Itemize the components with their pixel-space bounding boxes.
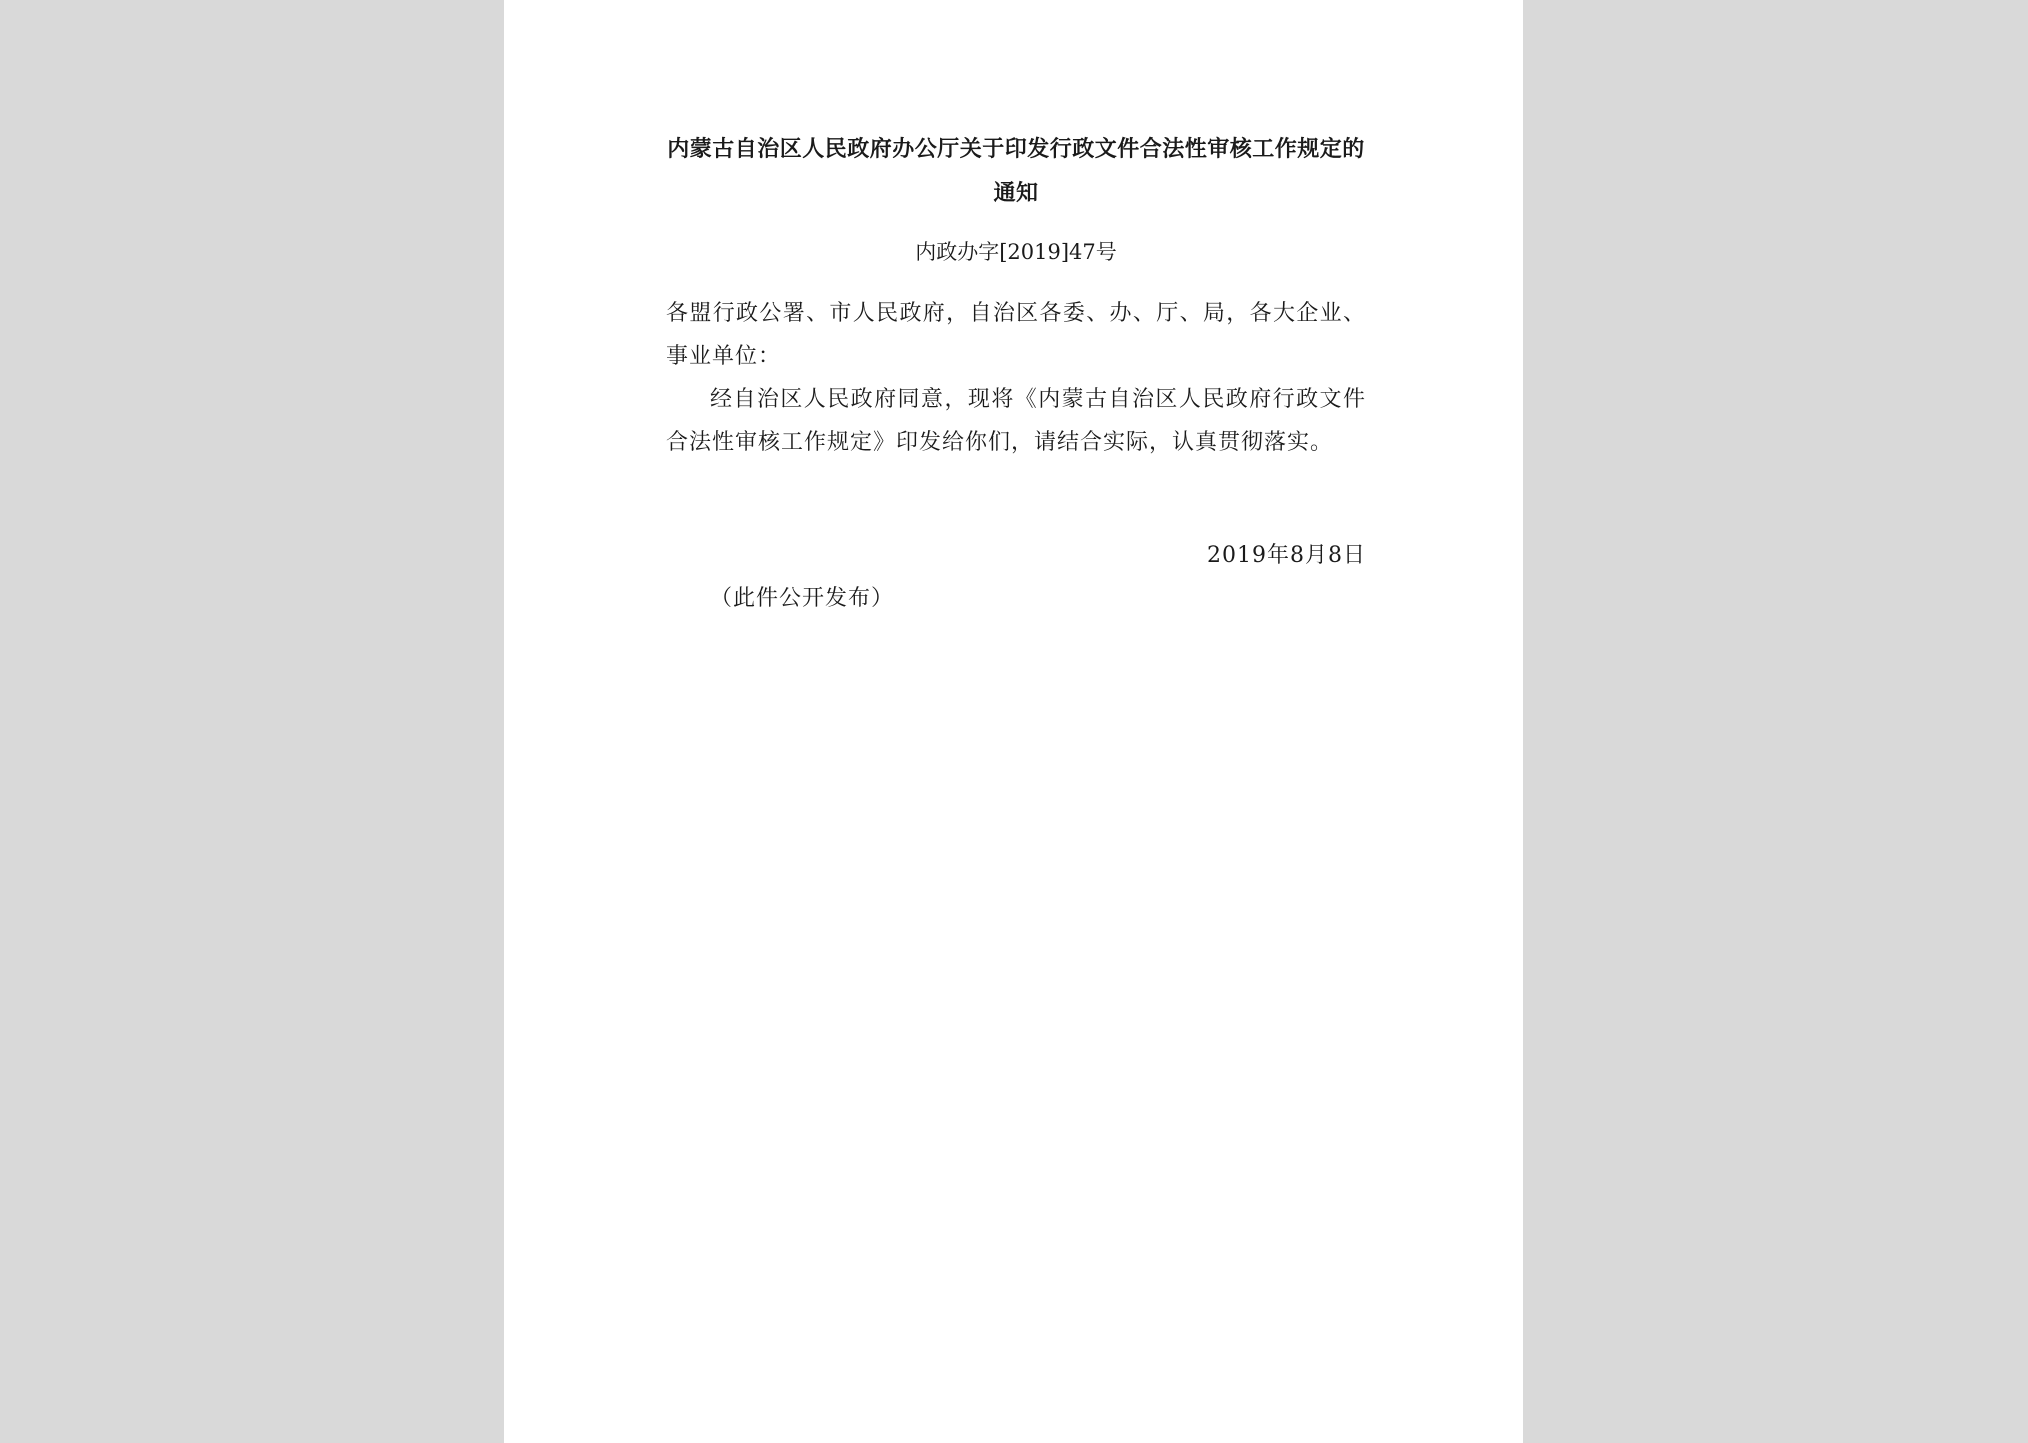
page-content: [666, 128, 1366, 620]
body-paragraph: 经自治区人民政府同意，现将《内蒙古自治区人民政府行政文件合法性审核工作规定》印发给你们，请结合实际，认真贯彻落实。: [666, 387, 1366, 455]
issue-date: 2019年8月8日: [1207, 543, 1366, 568]
document-number: 内政办字[2019]47号: [915, 240, 1117, 264]
addressee: 各盟行政公署、市人民政府，自治区各委、办、厅、局，各大企业、事业单位：: [666, 301, 1366, 369]
document-page: [504, 0, 1523, 1443]
document-title: 内蒙古自治区人民政府办公厅关于印发行政文件合法性审核工作规定的通知: [667, 137, 1365, 206]
publication-note: （此件公开发布）: [710, 586, 895, 611]
